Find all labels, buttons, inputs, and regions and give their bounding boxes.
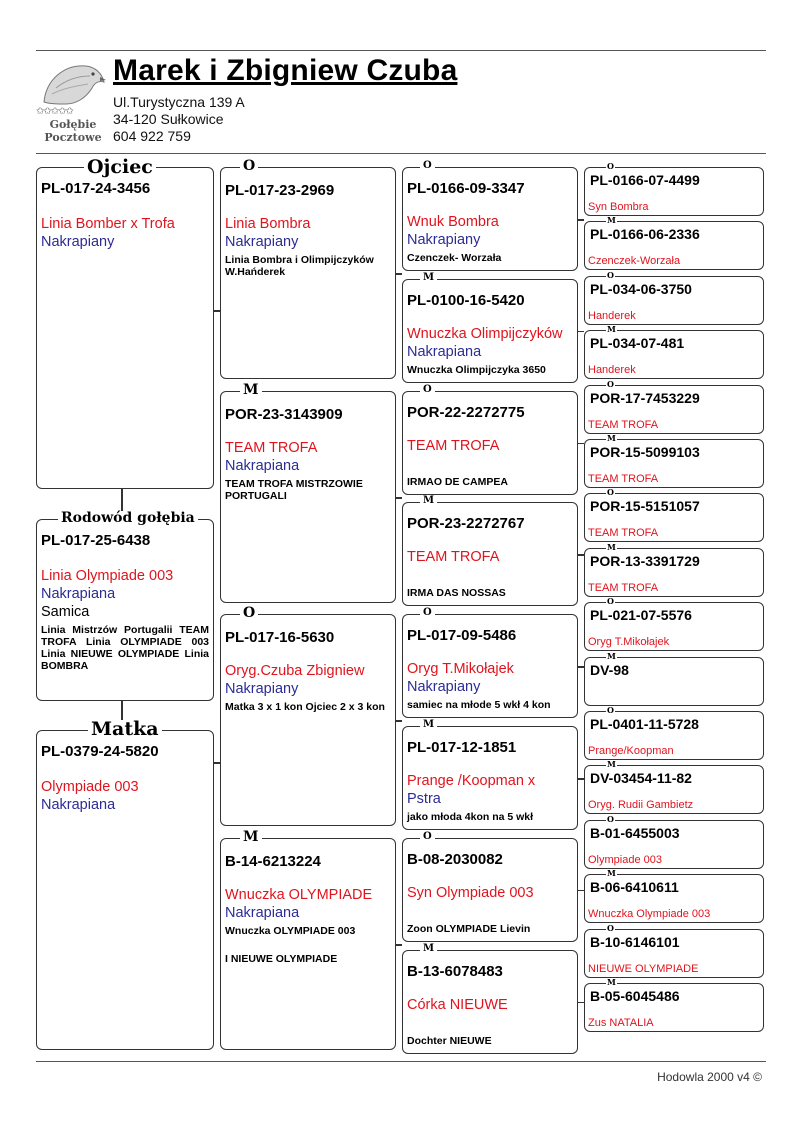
phone-number: 604 922 759 <box>113 128 191 144</box>
great-grandparent-ring: PL-0100-16-5420 <box>407 291 525 309</box>
great-grandparent-note: Zoon OLYMPIADE Lievin <box>407 922 531 935</box>
ancestor-ring: PL-0166-06-2336 <box>590 226 700 243</box>
ancestor-line: Oryg T.Mikołajek <box>588 636 670 649</box>
logo-text-line2: Pocztowe <box>44 131 102 144</box>
ancestor-ring: B-06-6410611 <box>590 879 679 896</box>
ancestor-line: TEAM TROFA <box>588 527 659 540</box>
grandparent-line2: Nakrapiany <box>225 681 299 697</box>
subject-label: Rodowód gołębia <box>58 511 198 525</box>
great-grandparent-note: Czenczek- Worzała <box>407 252 502 264</box>
ancestor-line: Syn Bombra <box>588 201 649 213</box>
top-rule <box>36 50 766 51</box>
great-grandparent-line1: Oryg T.Mikołajek <box>407 661 514 678</box>
subject-ring: PL-017-25-6438 <box>41 532 151 549</box>
great-grandparent-label: M <box>420 720 437 730</box>
grandparent-note2: I NIEUWE OLYMPIADE <box>225 953 338 965</box>
ancestor-label: M <box>607 759 616 770</box>
great-grandparent-note: samiec na młode 5 wkł 4 kon <box>407 699 551 712</box>
grandparent-line2: Nakrapiana <box>225 905 300 921</box>
ancestor-label: M <box>607 541 616 552</box>
ancestor-label: M <box>607 433 616 443</box>
ancestor-label: O <box>607 378 614 389</box>
grandparent-note: TEAM TROFA MISTRZOWIE PORTUGALI <box>225 478 363 502</box>
grandparent-line1: Wnuczka OLYMPIADE <box>225 887 373 903</box>
great-grandparent-card <box>402 614 578 718</box>
great-grandparent-ring: PL-017-12-1851 <box>407 739 517 756</box>
great-grandparent-label: O <box>420 161 435 171</box>
great-grandparent-card <box>402 167 578 271</box>
ancestor-line: TEAM TROFA <box>588 581 659 594</box>
grandparent-note: Wnuczka OLYMPIADE 003 <box>225 925 356 937</box>
grandparent-line2: Nakrapiany <box>225 234 299 250</box>
ancestor-label: M <box>607 868 616 879</box>
grandparent-line1: Linia Bombra <box>225 216 311 232</box>
great-grandparent-line1: Wnuczka Olimpijczyków <box>407 325 563 342</box>
connector <box>396 497 402 499</box>
connector <box>396 273 402 275</box>
grandparent-line1: TEAM TROFA <box>225 440 318 456</box>
great-grandparent-card <box>402 391 578 495</box>
great-grandparent-card <box>402 726 578 830</box>
ancestor-card <box>584 929 764 978</box>
great-grandparent-note: IRMAO DE CAMPEA <box>407 475 508 488</box>
ancestor-line: Olympiade 003 <box>588 853 662 866</box>
ancestor-label: O <box>607 922 614 933</box>
subject-line2: Nakrapiana <box>41 586 116 602</box>
ancestor-label: M <box>607 650 616 661</box>
ancestor-card <box>584 983 764 1032</box>
ancestor-ring: DV-98 <box>590 661 629 678</box>
father-label: Ojciec <box>84 158 156 177</box>
mother-label: Matka <box>88 720 162 739</box>
great-grandparent-note: IRMA DAS NOSSAS <box>407 587 506 600</box>
ancestor-card <box>584 330 764 379</box>
ancestor-ring: B-01-6455003 <box>590 824 680 841</box>
ancestor-card <box>584 602 764 651</box>
ancestor-line: Handerek <box>588 309 636 322</box>
grandparent-label: M <box>240 383 262 397</box>
grandparent-label: M <box>240 830 262 844</box>
ancestor-label: M <box>607 215 616 226</box>
great-grandparent-note: Wnuczka Olimpijczyka 3650 <box>407 363 546 376</box>
ancestor-label: O <box>607 596 614 607</box>
great-grandparent-line1: TEAM TROFA <box>407 437 500 454</box>
great-grandparent-label: O <box>420 385 435 395</box>
grandparent-ring: POR-23-3143909 <box>225 406 343 423</box>
ancestor-ring: PL-021-07-5576 <box>590 607 692 624</box>
ancestor-card <box>584 711 764 760</box>
ancestor-ring: POR-15-5099103 <box>590 444 700 460</box>
ancestor-ring: PL-0401-11-5728 <box>590 716 699 732</box>
great-grandparent-ring: POR-22-2272775 <box>407 403 525 421</box>
breeder-address <box>113 94 245 145</box>
great-grandparent-card <box>402 279 578 383</box>
ancestor-label: O <box>607 705 614 715</box>
ancestor-line: Czenczek-Worzała <box>588 255 681 268</box>
grandparent-card <box>220 838 396 1050</box>
great-grandparent-line2: Pstra <box>407 791 441 807</box>
ancestor-card <box>584 221 764 270</box>
grandparent-note: Matka 3 x 1 kon Ojciec 2 x 3 kon <box>225 701 385 713</box>
great-grandparent-line1: Córka NIEUWE <box>407 996 508 1013</box>
great-grandparent-ring: PL-017-09-5486 <box>407 627 517 645</box>
grandparent-label: O <box>240 159 258 173</box>
ancestor-card <box>584 657 764 706</box>
mother-ring: PL-0379-24-5820 <box>41 743 159 760</box>
address-line-2: 34-120 Sułkowice <box>113 111 224 127</box>
ancestor-ring: B-05-6045486 <box>590 988 680 1004</box>
mother-card <box>36 730 214 1050</box>
footer-rule <box>36 1061 766 1062</box>
ancestor-card <box>584 167 764 216</box>
father-card <box>36 167 214 489</box>
great-grandparent-line1: Wnuk Bombra <box>407 214 499 230</box>
ancestor-card <box>584 548 764 597</box>
father-ring: PL-017-24-3456 <box>41 180 151 197</box>
great-grandparent-card <box>402 950 578 1054</box>
connector <box>578 219 584 221</box>
great-grandparent-line1: Syn Olympiade 003 <box>407 884 534 901</box>
ancestor-line: Wnuczka Olympiade 003 <box>588 908 711 921</box>
connector <box>396 944 402 946</box>
subject-card <box>36 519 214 701</box>
subject-line1: Linia Olympiade 003 <box>41 568 174 584</box>
ancestor-card <box>584 874 764 923</box>
grandparent-card <box>220 614 396 826</box>
great-grandparent-ring: B-08-2030082 <box>407 850 503 868</box>
mother-line2: Nakrapiana <box>41 797 116 813</box>
ancestor-card <box>584 385 764 434</box>
grandparent-card <box>220 167 396 379</box>
ancestor-ring: PL-034-07-481 <box>590 335 685 352</box>
logo-text-line1: Gołębie <box>49 118 97 131</box>
ancestor-label: M <box>607 324 616 335</box>
ancestor-ring: PL-034-06-3750 <box>590 280 692 297</box>
grandparent-label: O <box>240 606 258 620</box>
ancestor-card <box>584 439 764 488</box>
ancestor-line: TEAM TROFA <box>588 473 659 485</box>
grandparent-ring: PL-017-16-5630 <box>225 629 335 646</box>
great-grandparent-line1: Prange /Koopman x <box>407 773 536 789</box>
great-grandparent-ring: PL-0166-09-3347 <box>407 180 525 197</box>
ancestor-label: M <box>607 977 616 987</box>
great-grandparent-note: Dochter NIEUWE <box>407 1034 492 1047</box>
grandparent-line2: Nakrapiana <box>225 458 300 474</box>
grandparent-note: Linia Bombra i Olimpijczyków W.Hańderek <box>225 254 374 278</box>
ancestor-ring: PL-0166-07-4499 <box>590 172 700 188</box>
ancestor-line: NIEUWE OLYMPIADE <box>588 962 699 975</box>
great-grandparent-card <box>402 838 578 942</box>
ancestor-label: O <box>607 161 614 171</box>
connector <box>578 331 584 333</box>
ancestor-ring: POR-17-7453229 <box>590 389 700 406</box>
footer-credit: Hodowla 2000 v4 © <box>657 1070 762 1084</box>
father-line1: Linia Bomber x Trofa <box>41 216 175 232</box>
ancestor-ring: DV-03454-11-82 <box>590 770 692 787</box>
mother-line1: Olympiade 003 <box>41 779 139 795</box>
ancestor-line: TEAM TROFA <box>588 418 659 431</box>
header-rule <box>36 153 766 154</box>
ancestor-line: Oryg. Rudii Gambietz <box>588 799 694 812</box>
grandparent-line1: Oryg.Czuba Zbigniew <box>225 663 365 679</box>
great-grandparent-line2: Nakrapiana <box>407 343 482 360</box>
great-grandparent-ring: B-13-6078483 <box>407 962 503 980</box>
great-grandparent-line1: TEAM TROFA <box>407 549 500 566</box>
ancestor-card <box>584 820 764 869</box>
father-line2: Nakrapiany <box>41 234 115 250</box>
ancestor-label: O <box>607 487 614 498</box>
great-grandparent-ring: POR-23-2272767 <box>407 515 525 533</box>
subject-note: Linia Mistrzów Portugalii TEAM TROFA Linia OLYMPIADE 003 Linia NIEUWE OLYMPIADE Linia BOMBRA <box>41 624 209 672</box>
logo-stars: ✩✩✩✩✩ <box>36 106 73 117</box>
great-grandparent-label: M <box>420 944 437 954</box>
grandparent-card <box>220 391 396 603</box>
grandparent-ring: B-14-6213224 <box>225 853 321 870</box>
great-grandparent-line2: Nakrapiany <box>407 679 481 696</box>
breeder-name: Marek i Zbigniew Czuba <box>113 54 458 87</box>
great-grandparent-note: jako młoda 4kon na 5 wkł <box>407 811 534 823</box>
ancestor-ring: POR-15-5151057 <box>590 498 700 515</box>
great-grandparent-label: M <box>420 273 437 283</box>
grandparent-ring: PL-017-23-2969 <box>225 182 335 199</box>
ancestor-card <box>584 765 764 814</box>
great-grandparent-line2: Nakrapiany <box>407 232 481 248</box>
great-grandparent-label: O <box>420 832 435 842</box>
subject-sex: Samica <box>41 604 90 620</box>
ancestor-ring: B-10-6146101 <box>590 933 680 950</box>
great-grandparent-label: O <box>420 608 435 618</box>
pigeon-logo <box>36 58 108 148</box>
ancestor-line: Handerek <box>588 364 636 377</box>
connector <box>396 720 402 722</box>
ancestor-ring: POR-13-3391729 <box>590 552 700 569</box>
great-grandparent-card <box>402 502 578 606</box>
ancestor-label: O <box>607 269 614 280</box>
ancestor-card <box>584 493 764 542</box>
ancestor-line: Zus NATALIA <box>588 1017 654 1029</box>
ancestor-card <box>584 276 764 325</box>
address-line-1: Ul.Turystyczna 139 A <box>113 94 245 110</box>
ancestor-line: Prange/Koopman <box>588 745 674 757</box>
ancestor-label: O <box>607 813 614 824</box>
great-grandparent-label: M <box>420 496 437 506</box>
